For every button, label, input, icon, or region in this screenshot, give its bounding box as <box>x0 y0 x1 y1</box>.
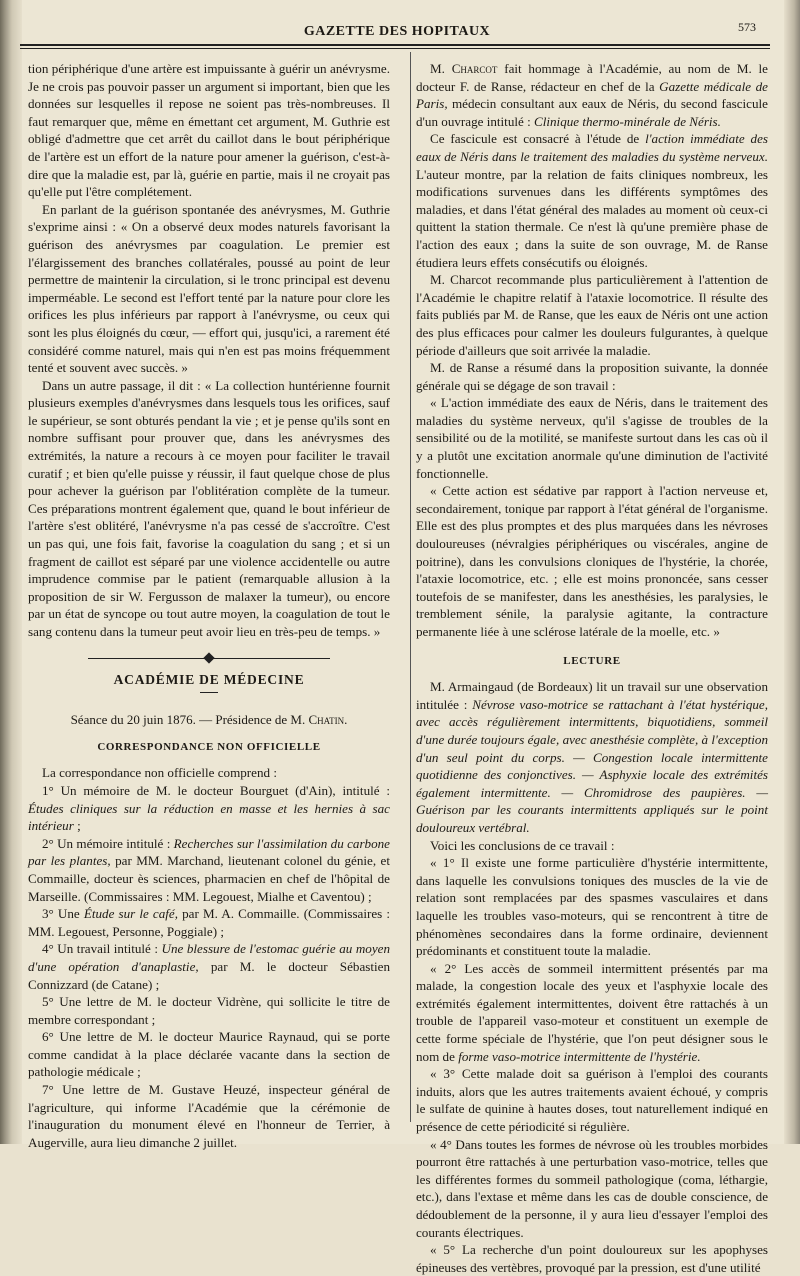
paragraph: tion périphérique d'une artère est impuissante à guérir un anévrysme. Je ne crois pas pouvoir passer un argument si important, bien que les données sur lesquelles il repose ne soient pas très-nombreuses. Il faut remarquer que, même en émettant cet argument, M. Guthrie est obligé d'admettre que cet arrêt du caillot dans le bout périphérique de l'artère est un effort de la nature pour amener la guérison, c'est-à-dire que la maladie est, par là, guérie en partie, mais il ne croyait pas qu'elle put l'être complétement. <box>28 61 390 200</box>
list-item: 2° Un mémoire intitulé : Recherches sur l'assimilation du carbone par les plantes, par MM. Marchand, lieutenant colonel du génie, et Commaille, docteur ès sciences, pharmacien en chef de l'hôpital de Marseille. (Commissaires : MM. Legouest, Mialhe et Caventou) ; <box>28 835 390 904</box>
heading-rule <box>200 692 218 693</box>
quote-paragraph: « Cette action est sédative par rapport à l'action nerveuse et, secondairement, tonique par rapport à l'état général de l'organisme. Elle est des plus promptes et des plus marquées dans les névroses douloureuses (névralgies périphériques ou viscérales, angine de poitrine), dans les convulsions cloniques de l'hystérie, la chorée, l'ataxie locomotrice, etc. ; elle est moins prononcée, sans cesser toutefois de se manifester, dans les anesthésies, les paralysies, le tremblement sénile, la paralysie agitante, la contracture permanente liée à une sclérose latérale de la moelle, etc. » <box>416 483 768 639</box>
paragraph: Voici les conclusions de ce travail : <box>430 837 615 853</box>
quote-paragraph: « 1° Il existe une forme particulière d'hystérie intermittente, dans laquelle les convulsions toniques des muscles de la vie de relation sont remplacées par des spasmes vasculaires et dans laquelle les troubles vaso-moteurs, qui se rencontrent à titre de phénomènes secondaires dans la forme ordinaire, deviennent prédominants et constituent toute la maladie. <box>416 855 768 959</box>
paragraph: M. Charcot recommande plus particulièrement à l'attention de l'Académie le chapitre relatif à l'ataxie locomotrice. Il résulte des faits publiés par M. de Ranse, que les eaux de Néris ont une action des plus efficaces pour calmer les douleurs fulgurantes, à quelque période d'ailleurs que soit arrivée la maladie. <box>416 272 768 358</box>
list-item: 5° Une lettre de M. le docteur Vidrène, qui sollicite le titre de membre correspondant ; <box>28 994 390 1027</box>
list-item: 1° Un mémoire de M. le docteur Bourguet (d'Ain), intitulé : Études cliniques sur la réduction en masse et les hernies à sac intérieur ; <box>28 782 390 834</box>
quote-paragraph: « 4° Dans toutes les formes de névrose où les troubles morbides pourront être rattachés à une perturbation vaso-motrice, telles que les différentes formes du sommeil pathologique (coma, léthargie, etc.), dans l'extase et même dans les cas de double conscience, de dédoublement de la personne, il y aura lieu d'essayer l'emploi des courants électriques. <box>416 1136 768 1240</box>
session-text: Séance du 20 juin 1876. — Présidence de M. <box>70 712 309 728</box>
section-ornament <box>28 653 390 663</box>
list-item: 7° Une lettre de M. Gustave Heuzé, inspecteur général de l'agriculture, qui informe l'Académie que la cérémonie de l'inauguration du monument élevé en l'honneur de Terrier, à Augerville, aura lieu dimanche 2 juillet. <box>28 1082 390 1150</box>
right-column <box>416 60 768 1276</box>
subsection-heading: LECTURE <box>563 654 621 667</box>
page-outer-edge <box>784 0 800 1144</box>
column-separator <box>410 52 411 1122</box>
page-binding-edge <box>0 0 22 1144</box>
quote-paragraph: « 2° Les accès de sommeil intermittent présentés par ma malade, la congestion locale des yeux et l'asphyxie locale des extrémités également intermittentes, doivent être rattachés à un trouble de l'appareil vaso-moteur et constituent un exemple de cette forme spéciale de l'hystérie, que l'on peut désigner sous le nom de forme vaso-motrice intermittente de l'hystérie. <box>416 960 768 1064</box>
list-item: 3° Une Étude sur le café, par M. A. Commaille. (Commissaires : MM. Legouest, Personne, Poggiale) ; <box>28 906 391 939</box>
page-header <box>30 20 764 46</box>
paragraph: Dans un autre passage, il dit : « La collection huntérienne fournit plusieurs exemples d'anévrysmes dans lesquels tous les orifices, sauf le supérieur, se sont obturés pendant la vie ; et je pense qu'ils sont en nombre suffisant pour prouver que, dans les anévrysmes des extrémités, la nature a recours à ce moyen pour faciliter le travail curatif ; et bien qu'elle puisse y réussir, il faut quelque chose de plus pour achever la guérison par l'oblitération complète de la tumeur. Ces préparations montrent également que, quand le bout inférieur de l'artère s'est oblitéré, l'anévrysme n'a pas cessé de s'accroître. C'est un pas qui, une fois fait, favorise la coagulation du sang ; et si un fragment de caillot est séparé par une violence accidentelle ou autre imprudence commise par le patient (remarquable allusion à la proposition de sir W. Fergusson de malaxer la tumeur), ou encore par un état de syncope ou tout autre moyen, la coagulation de tout le sang contenu dans la tumeur peut avoir lieu en très-peu de temps. » <box>28 377 390 639</box>
page-number: 573 <box>738 20 756 34</box>
paragraph: M. Charcot fait hommage à l'Académie, au nom de M. le docteur F. de Ranse, rédacteur en chef de la Gazette médicale de Paris, médecin consultant aux eaux de Néris, du second fascicule d'un ouvrage intitulé : Clinique thermo-minérale de Néris. <box>416 61 768 129</box>
paragraph: M. de Ranse a résumé dans la proposition suivante, la donnée générale qui se dégage de son travail : <box>416 360 768 393</box>
session-line <box>28 711 390 729</box>
section-heading: ACADÉMIE DE MÉDECINE <box>113 671 305 687</box>
quote-paragraph: « L'action immédiate des eaux de Néris, dans le traitement des maladies du système nerveux, qu'il s'agisse de troubles de la sensibilité ou de la motilité, se manifeste surtout dans les cas où il y a plutôt une excitation anormale qu'une diminution de l'activité fonctionnelle. <box>416 395 768 481</box>
left-column <box>28 60 390 1151</box>
list-item: 6° Une lettre de M. le docteur Maurice Raynaud, qui se porte comme candidat à la place déclarée vacante dans la section de pathologie médicale ; <box>28 1029 390 1080</box>
paragraph: Ce fascicule est consacré à l'étude de l'action immédiate des eaux de Néris dans le traitement des maladies du système nerveux. L'auteur montre, par la relation de faits cliniques nombreux, les modifications survenues dans les différents symptômes des maladies, et dans l'état général des malades au moment où ceux-ci quittent la station thermale. Ce n'est là qu'une première phase de l'action des eaux ; dans la suite de son ouvrage, M. de Ranse étudiera leurs effets consécutifs ou éloignés. <box>416 131 768 270</box>
header-rule-thin <box>20 48 770 49</box>
list-item: 4° Un travail intitulé : Une blessure de l'estomac guérie au moyen d'une opération d'anaplastie, par M. le docteur Sébastien Connizzard (de Catane) ; <box>28 941 390 992</box>
header-rule <box>20 44 770 46</box>
journal-title: GAZETTE DES HOPITAUX <box>303 24 491 39</box>
subsection-heading: CORRESPONDANCE NON OFFICIELLE <box>97 740 321 753</box>
paragraph: En parlant de la guérison spontanée des anévrysmes, M. Guthrie s'exprime ainsi : « On a observé deux modes naturels favorisant la guérison des anévrysmes par coagulation. Le premier est l'élargissement des branches collatérales, poussé au point de leur permettre de maintenir la circulation, si le tronc principal est devenu imperméable. Le second est l'effort tenté par la nature pour clore les orifices les plus inférieurs par rapport à l'anévrysme, ou ceux qui sont les plus éloignés du cœur, — effort qui, jusqu'ici, a rarement été considéré comme naturel, mais qui n'en est pas moins fréquemment tenté et souvent avec succès. » <box>28 201 390 376</box>
president-name: Chatin. <box>308 712 348 728</box>
quote-paragraph: « 3° Cette malade doit sa guérison à l'emploi des courants induits, alors que les autres traitements avaient échoué, y compris le sulfate de quinine à hautes doses, tout naturellement indiqué en présence de cette périodicité si régulière. <box>416 1066 768 1135</box>
quote-paragraph: « 5° La recherche d'un point douloureux sur les apophyses épineuses des vertèbres, provoqué par la pression, est d'une utilité <box>416 1242 768 1275</box>
paragraph: La correspondance non officielle comprend : <box>42 765 277 781</box>
paragraph: M. Armaingaud (de Bordeaux) lit un travail sur une observation intitulée : Névrose vaso-motrice se rattachant à l'état hystérique, avec accès régulièrement intermittents, biquotidiens, sommeil d'une durée toujours égale, avec anesthésie complète, à l'exception d'un seul point du corps. — Congestion locale intermittente quotidienne des conjonctives. — Asphyxie locale des extrémités également intermittente. — Chromidrose des paupières. — Guérison par les courants intermittents appliqués sur le point douloureux vertébral. <box>416 679 769 835</box>
